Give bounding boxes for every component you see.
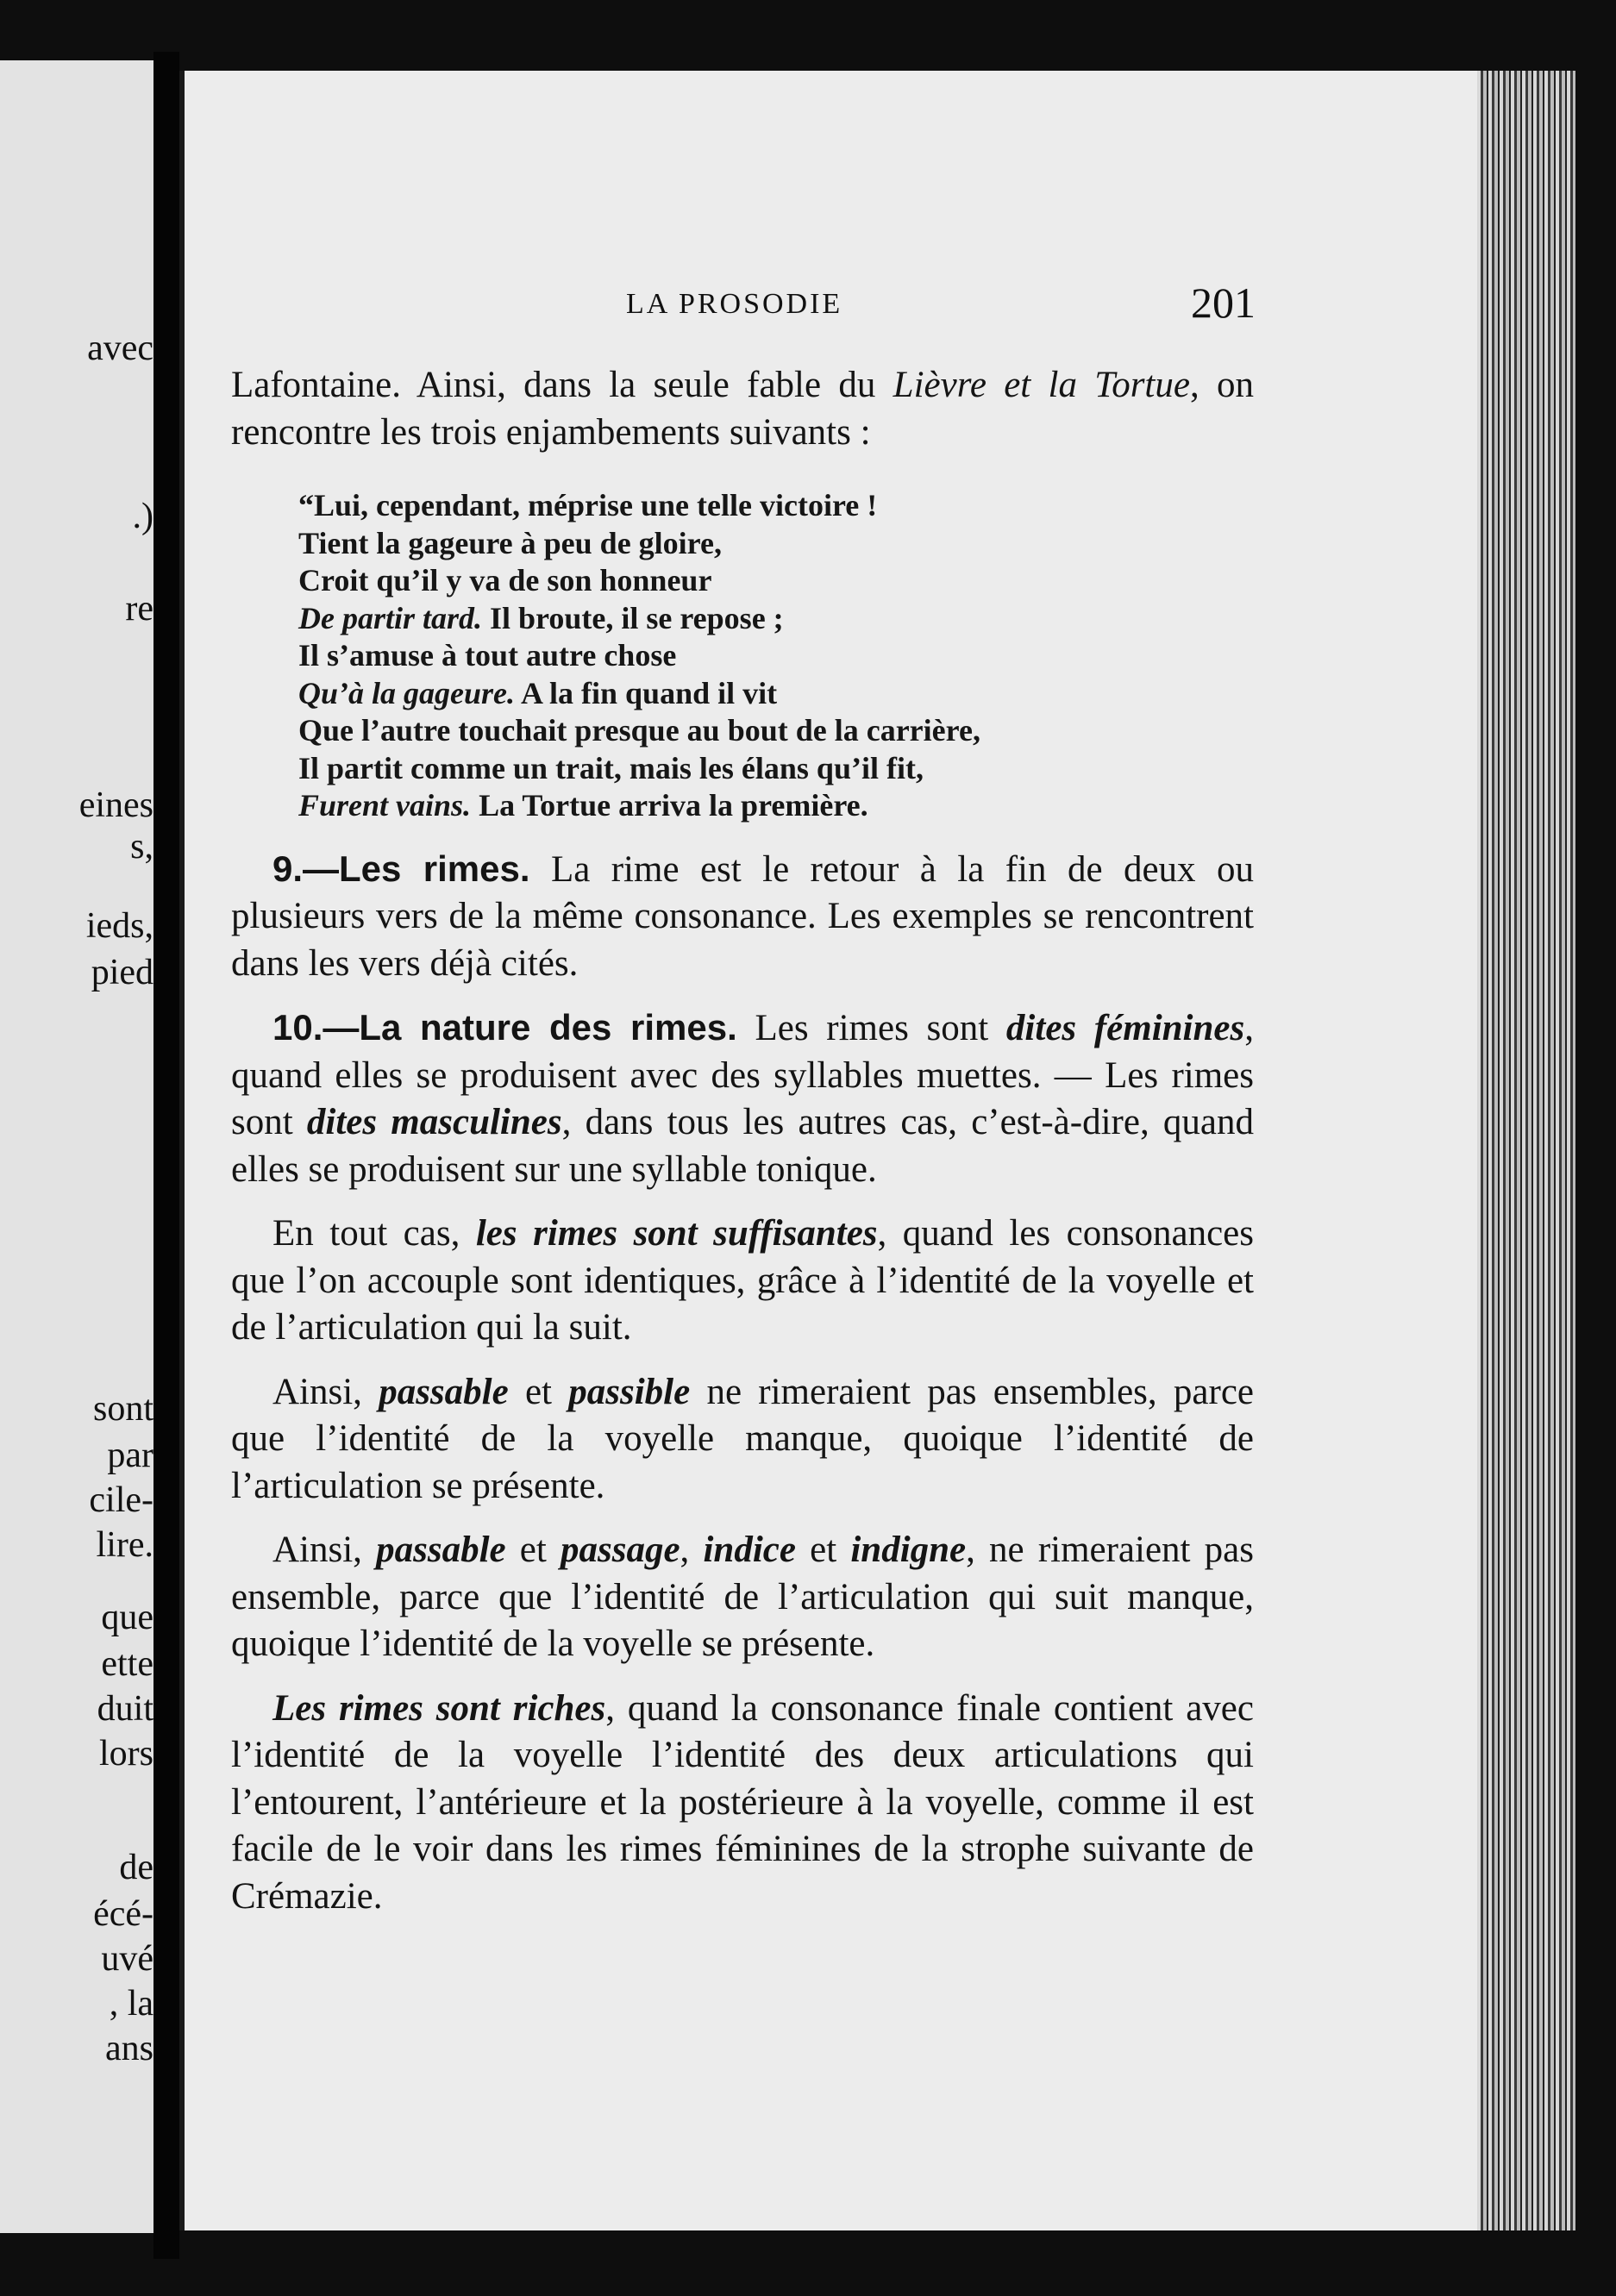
verse-line: “Lui, cependant, méprise une telle victoire ! bbox=[298, 488, 878, 522]
facing-page-fragment: ette bbox=[101, 1644, 153, 1684]
facing-page-fragment: eines bbox=[78, 785, 153, 825]
intro-paragraph bbox=[231, 362, 1254, 456]
text-run: Les rimes sont bbox=[736, 1008, 1006, 1048]
italic-term: passable bbox=[376, 1530, 506, 1570]
verse-quotation bbox=[298, 487, 1254, 825]
text-run: et bbox=[508, 1371, 569, 1412]
text-run: et bbox=[795, 1530, 851, 1570]
facing-page-fragment: cile- bbox=[89, 1480, 153, 1520]
facing-page-fragment: par bbox=[107, 1436, 153, 1475]
text-run: En tout cas, bbox=[272, 1213, 476, 1254]
italic-term: indice bbox=[703, 1530, 796, 1570]
paragraph bbox=[231, 1369, 1254, 1511]
section-heading: 9.—Les rimes. bbox=[272, 848, 530, 889]
page-number: 201 bbox=[1191, 278, 1256, 327]
italic-run: Qu’à la gageure. bbox=[298, 675, 515, 710]
verse-line: Tient la gageure à peu de gloire, bbox=[298, 525, 722, 560]
body-text bbox=[231, 362, 1254, 1920]
facing-page-fragment: de bbox=[119, 1848, 153, 1887]
text-run: , quand la consonance finale contient avec l’identité de la voyelle l’identité des deux articulations qui l’entourent, l’antérieure et la postérieure à la voyelle, comme il est facile de le voir dans les rimes féminines de la strophe suivante de Crémazie. bbox=[231, 1687, 1254, 1917]
text-run: La Tortue arriva la première. bbox=[471, 788, 868, 823]
verse-line bbox=[298, 675, 1254, 713]
facing-page-fragment: ans bbox=[105, 2029, 153, 2068]
verse-line: Il s’amuse à tout autre chose bbox=[298, 638, 677, 673]
facing-page-fragment: uvé bbox=[101, 1939, 153, 1979]
italic-term: passible bbox=[568, 1371, 691, 1412]
verse-line bbox=[298, 787, 1254, 825]
running-title: LA PROSODIE bbox=[626, 288, 843, 320]
paragraph bbox=[231, 1686, 1254, 1921]
text-run: ne rimeraient pas ensembles, parce que l’identité de la voyelle manque, quoique l’identité de l’articulation se présente. bbox=[231, 1371, 1254, 1506]
italic-term: passable bbox=[379, 1371, 509, 1412]
italic-term: indigne bbox=[850, 1530, 967, 1570]
text-run: A la fin quand il vit bbox=[515, 675, 778, 710]
verse-line bbox=[298, 600, 1254, 638]
page-edges bbox=[1477, 71, 1575, 2230]
verse-line: Il partit comme un trait, mais les élans qu’il fit, bbox=[298, 750, 924, 785]
facing-page-fragment: lire. bbox=[96, 1525, 153, 1565]
facing-page-fragment: re bbox=[125, 589, 153, 629]
section-10-paragraph bbox=[231, 1004, 1254, 1193]
text-run: La rime est le retour à la fin de deux ou plusieurs vers de la même consonance. Les exemples se rencontrent dans les vers déjà cités. bbox=[231, 848, 1254, 984]
italic-term: Les rimes sont riches bbox=[272, 1687, 606, 1729]
book-gutter bbox=[153, 52, 179, 2259]
text-run: , quand elles se produisent avec des syllables muettes. — Les rimes sont bbox=[231, 1008, 1254, 1142]
italic-run: Furent vains. bbox=[298, 788, 472, 823]
italic-term: passage bbox=[560, 1530, 680, 1570]
facing-page-fragment: que bbox=[101, 1598, 153, 1637]
facing-page-fragment: s, bbox=[130, 827, 153, 866]
text-run: , ne rimeraient pas ensemble, parce que l’identité de l’articulation qui suit manque, quoique l’identité de la voyelle se présente. bbox=[231, 1530, 1254, 1664]
text-run: , dans tous les autres cas, c’est-à-dire, quand elles se produisent sur une syllable tonique. bbox=[231, 1102, 1254, 1190]
italic-term: dites masculines bbox=[306, 1102, 562, 1142]
text-run: Ainsi, bbox=[272, 1371, 379, 1412]
text-run: Il broute, il se repose ; bbox=[482, 600, 784, 635]
facing-page-fragment: avec bbox=[87, 328, 153, 368]
facing-page-fragment: écé- bbox=[93, 1894, 153, 1934]
italic-term: dites féminines bbox=[1005, 1008, 1245, 1048]
text-run: , bbox=[680, 1530, 704, 1570]
italic-run: De partir tard. bbox=[298, 600, 483, 635]
section-9-paragraph bbox=[231, 846, 1254, 988]
text-run: et bbox=[505, 1530, 561, 1570]
verse-line: Que l’autre touchait presque au bout de la carrière, bbox=[298, 713, 980, 748]
facing-page-fragment: , la bbox=[109, 1984, 153, 2024]
facing-page-fragment: lors bbox=[99, 1734, 153, 1774]
facing-page-fragment: .) bbox=[132, 497, 153, 536]
facing-page-fragment: duit bbox=[97, 1689, 153, 1729]
verse-line: Croit qu’il y va de son honneur bbox=[298, 563, 712, 597]
paragraph bbox=[231, 1527, 1254, 1668]
text-run: , on rencontre les trois enjambements suivants : bbox=[231, 365, 1254, 453]
italic-title: Lièvre et la Tortue bbox=[893, 365, 1190, 405]
italic-term: les rimes sont suffisantes bbox=[475, 1213, 878, 1254]
section-heading: 10.—La nature des rimes. bbox=[272, 1007, 737, 1048]
facing-page-edge bbox=[0, 60, 153, 2233]
text-run: , quand les consonances que l’on accouple sont identiques, grâce à l’identité de la voyelle et de l’articulation qui la suit. bbox=[231, 1213, 1254, 1348]
paragraph bbox=[231, 1211, 1254, 1352]
text-run: Ainsi, bbox=[272, 1530, 377, 1570]
text-run: Lafontaine. Ainsi, dans la seule fable du bbox=[231, 365, 893, 405]
facing-page-fragment: pied bbox=[91, 953, 153, 992]
facing-page-fragment: ieds, bbox=[85, 906, 153, 946]
facing-page-fragment: sont bbox=[92, 1389, 153, 1429]
